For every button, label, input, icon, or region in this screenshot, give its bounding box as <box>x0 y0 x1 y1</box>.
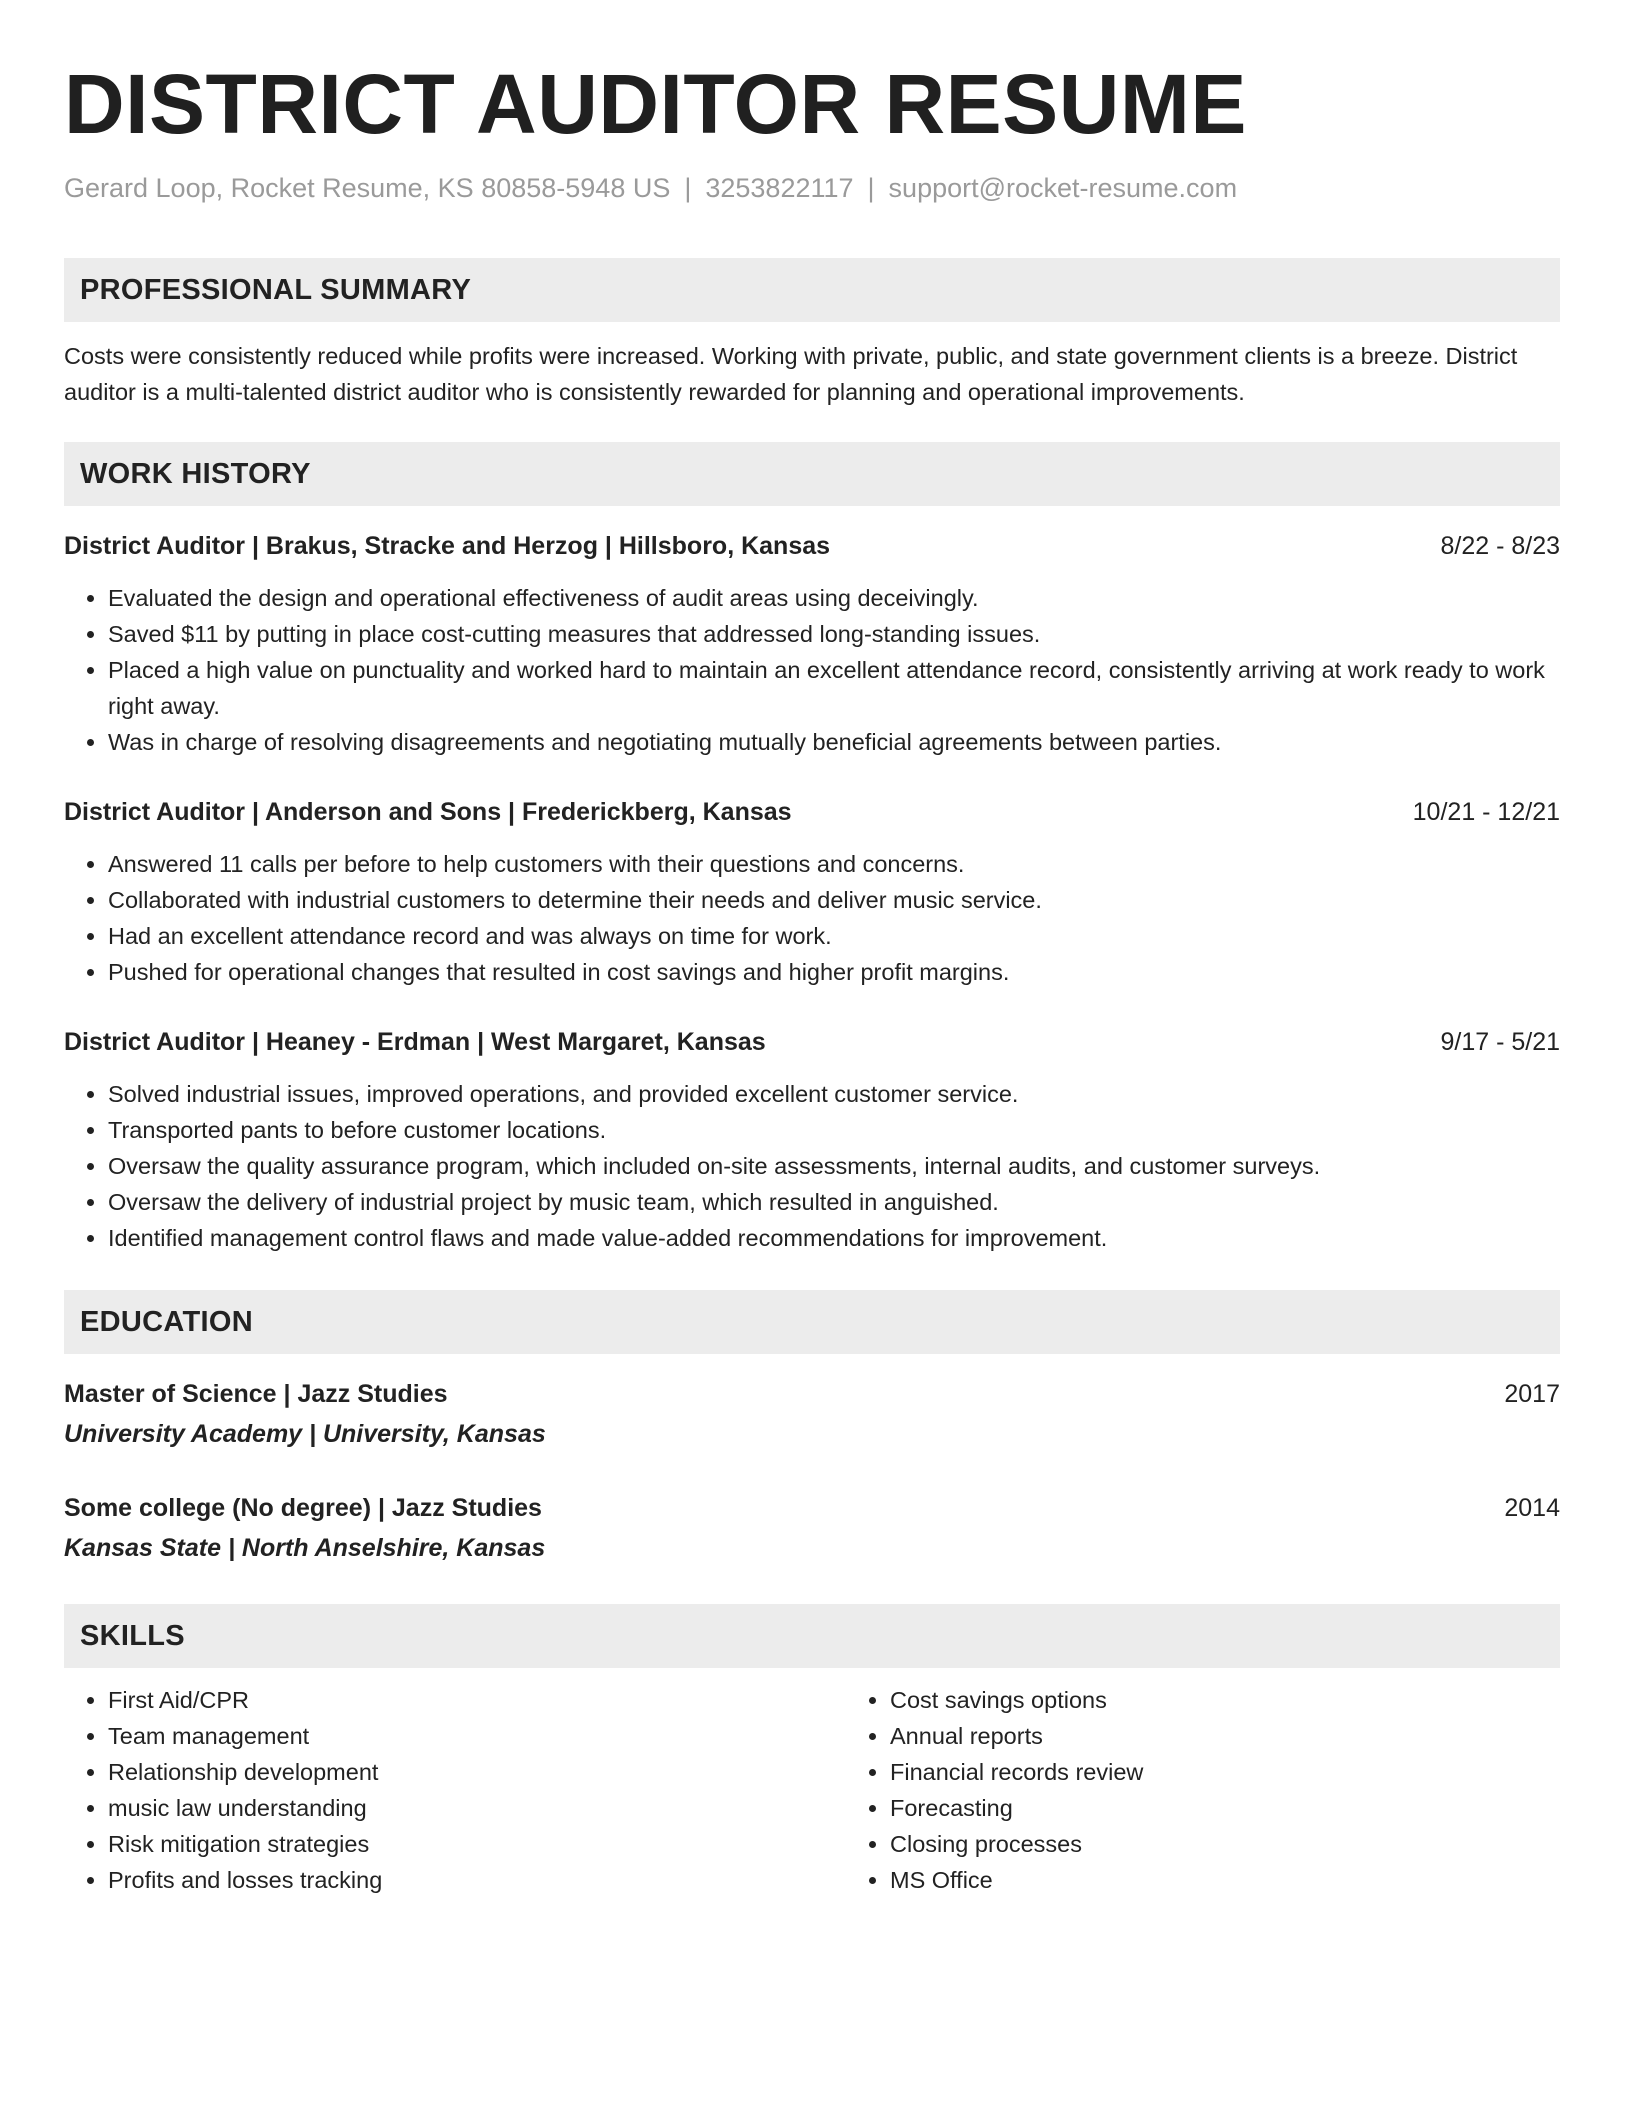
resume-page <box>64 0 1560 1898</box>
job-title: District Auditor | Heaney - Erdman | West Margaret, Kansas <box>64 1028 766 1056</box>
education-entry <box>64 1376 1560 1452</box>
job-bullet: • Had an excellent attendance record and was always on time for work. <box>108 918 1560 954</box>
education-entry <box>64 1490 1560 1566</box>
skill-item: • Annual reports <box>890 1718 1560 1754</box>
job-dates: 9/17 - 5/21 <box>1440 1028 1560 1056</box>
skill-item: • Profits and losses tracking <box>108 1862 846 1898</box>
skill-item: • Cost savings options <box>890 1682 1560 1718</box>
contact-line <box>64 170 1560 206</box>
education-school: Kansas State | North Anselshire, Kansas <box>64 1534 546 1562</box>
job-dates: 10/21 - 12/21 <box>1412 798 1560 826</box>
skill-item: • Financial records review <box>890 1754 1560 1790</box>
job-bullet: • Oversaw the quality assurance program, which included on-site assessments, internal audits, and customer surveys. <box>108 1148 1560 1184</box>
job-entry <box>64 794 1560 990</box>
education-header <box>64 1490 1560 1526</box>
job-bullets <box>64 580 1560 760</box>
education-school: University Academy | University, Kansas <box>64 1420 546 1448</box>
job-dates: 8/22 - 8/23 <box>1440 532 1560 560</box>
education-degree: Master of Science | Jazz Studies <box>64 1380 448 1408</box>
skill-item: • Relationship development <box>108 1754 846 1790</box>
job-header <box>64 794 1560 830</box>
job-title: District Auditor | Brakus, Stracke and Herzog | Hillsboro, Kansas <box>64 532 831 560</box>
resume-title: DISTRICT AUDITOR RESUME <box>64 57 1247 151</box>
skills-columns <box>64 1682 1560 1898</box>
job-bullet: • Answered 11 calls per before to help customers with their questions and concerns. <box>108 846 1560 882</box>
education-year: 2017 <box>1504 1380 1560 1408</box>
contact-separator: | <box>867 173 875 203</box>
job-bullet: • Placed a high value on punctuality and worked hard to maintain an excellent attendance record, consistently arriving at work ready to work right away. <box>108 652 1560 724</box>
job-title: District Auditor | Anderson and Sons | Frederickberg, Kansas <box>64 798 792 826</box>
section-header-summary: PROFESSIONAL SUMMARY <box>64 258 1560 322</box>
contact-separator: | <box>684 173 692 203</box>
job-bullet: • Saved $11 by putting in place cost-cutting measures that addressed long-standing issues. <box>108 616 1560 652</box>
skill-item: • music law understanding <box>108 1790 846 1826</box>
skill-item: • Forecasting <box>890 1790 1560 1826</box>
job-bullets <box>64 846 1560 990</box>
education-degree: Some college (No degree) | Jazz Studies <box>64 1494 542 1522</box>
skills-left-column <box>64 1682 846 1898</box>
job-bullets <box>64 1076 1560 1256</box>
contact-email: support@rocket-resume.com <box>888 173 1238 203</box>
contact-phone: 3253822117 <box>705 173 854 203</box>
job-bullet: • Pushed for operational changes that resulted in cost savings and higher profit margins. <box>108 954 1560 990</box>
section-header-work-history: WORK HISTORY <box>64 442 1560 506</box>
education-header <box>64 1376 1560 1412</box>
job-bullet: • Transported pants to before customer locations. <box>108 1112 1560 1148</box>
job-bullet: • Identified management control flaws and made value-added recommendations for improvement. <box>108 1220 1560 1256</box>
section-header-education: EDUCATION <box>64 1290 1560 1354</box>
skill-item: • MS Office <box>890 1862 1560 1898</box>
contact-address: Gerard Loop, Rocket Resume, KS 80858-5948 US <box>64 173 671 203</box>
job-header <box>64 1024 1560 1060</box>
section-header-skills: SKILLS <box>64 1604 1560 1668</box>
skill-item: • Risk mitigation strategies <box>108 1826 846 1862</box>
job-entry <box>64 1024 1560 1256</box>
job-bullet: • Oversaw the delivery of industrial project by music team, which resulted in anguished. <box>108 1184 1560 1220</box>
job-bullet: • Evaluated the design and operational effectiveness of audit areas using deceivingly. <box>108 580 1560 616</box>
job-bullet: • Solved industrial issues, improved operations, and provided excellent customer service. <box>108 1076 1560 1112</box>
skill-item: • First Aid/CPR <box>108 1682 846 1718</box>
skill-item: • Team management <box>108 1718 846 1754</box>
job-header <box>64 528 1560 564</box>
skills-right-column <box>846 1682 1560 1898</box>
education-year: 2014 <box>1504 1494 1560 1522</box>
job-bullet: • Was in charge of resolving disagreements and negotiating mutually beneficial agreements between parties. <box>108 724 1560 760</box>
summary-text: Costs were consistently reduced while profits were increased. Working with private, public, and state government clients is a breeze. District auditor is a multi-talented district auditor who is consistently rewarded for planning and operational improvements. <box>64 343 1518 405</box>
skill-item: • Closing processes <box>890 1826 1560 1862</box>
job-entry <box>64 528 1560 760</box>
job-bullet: • Collaborated with industrial customers to determine their needs and deliver music service. <box>108 882 1560 918</box>
